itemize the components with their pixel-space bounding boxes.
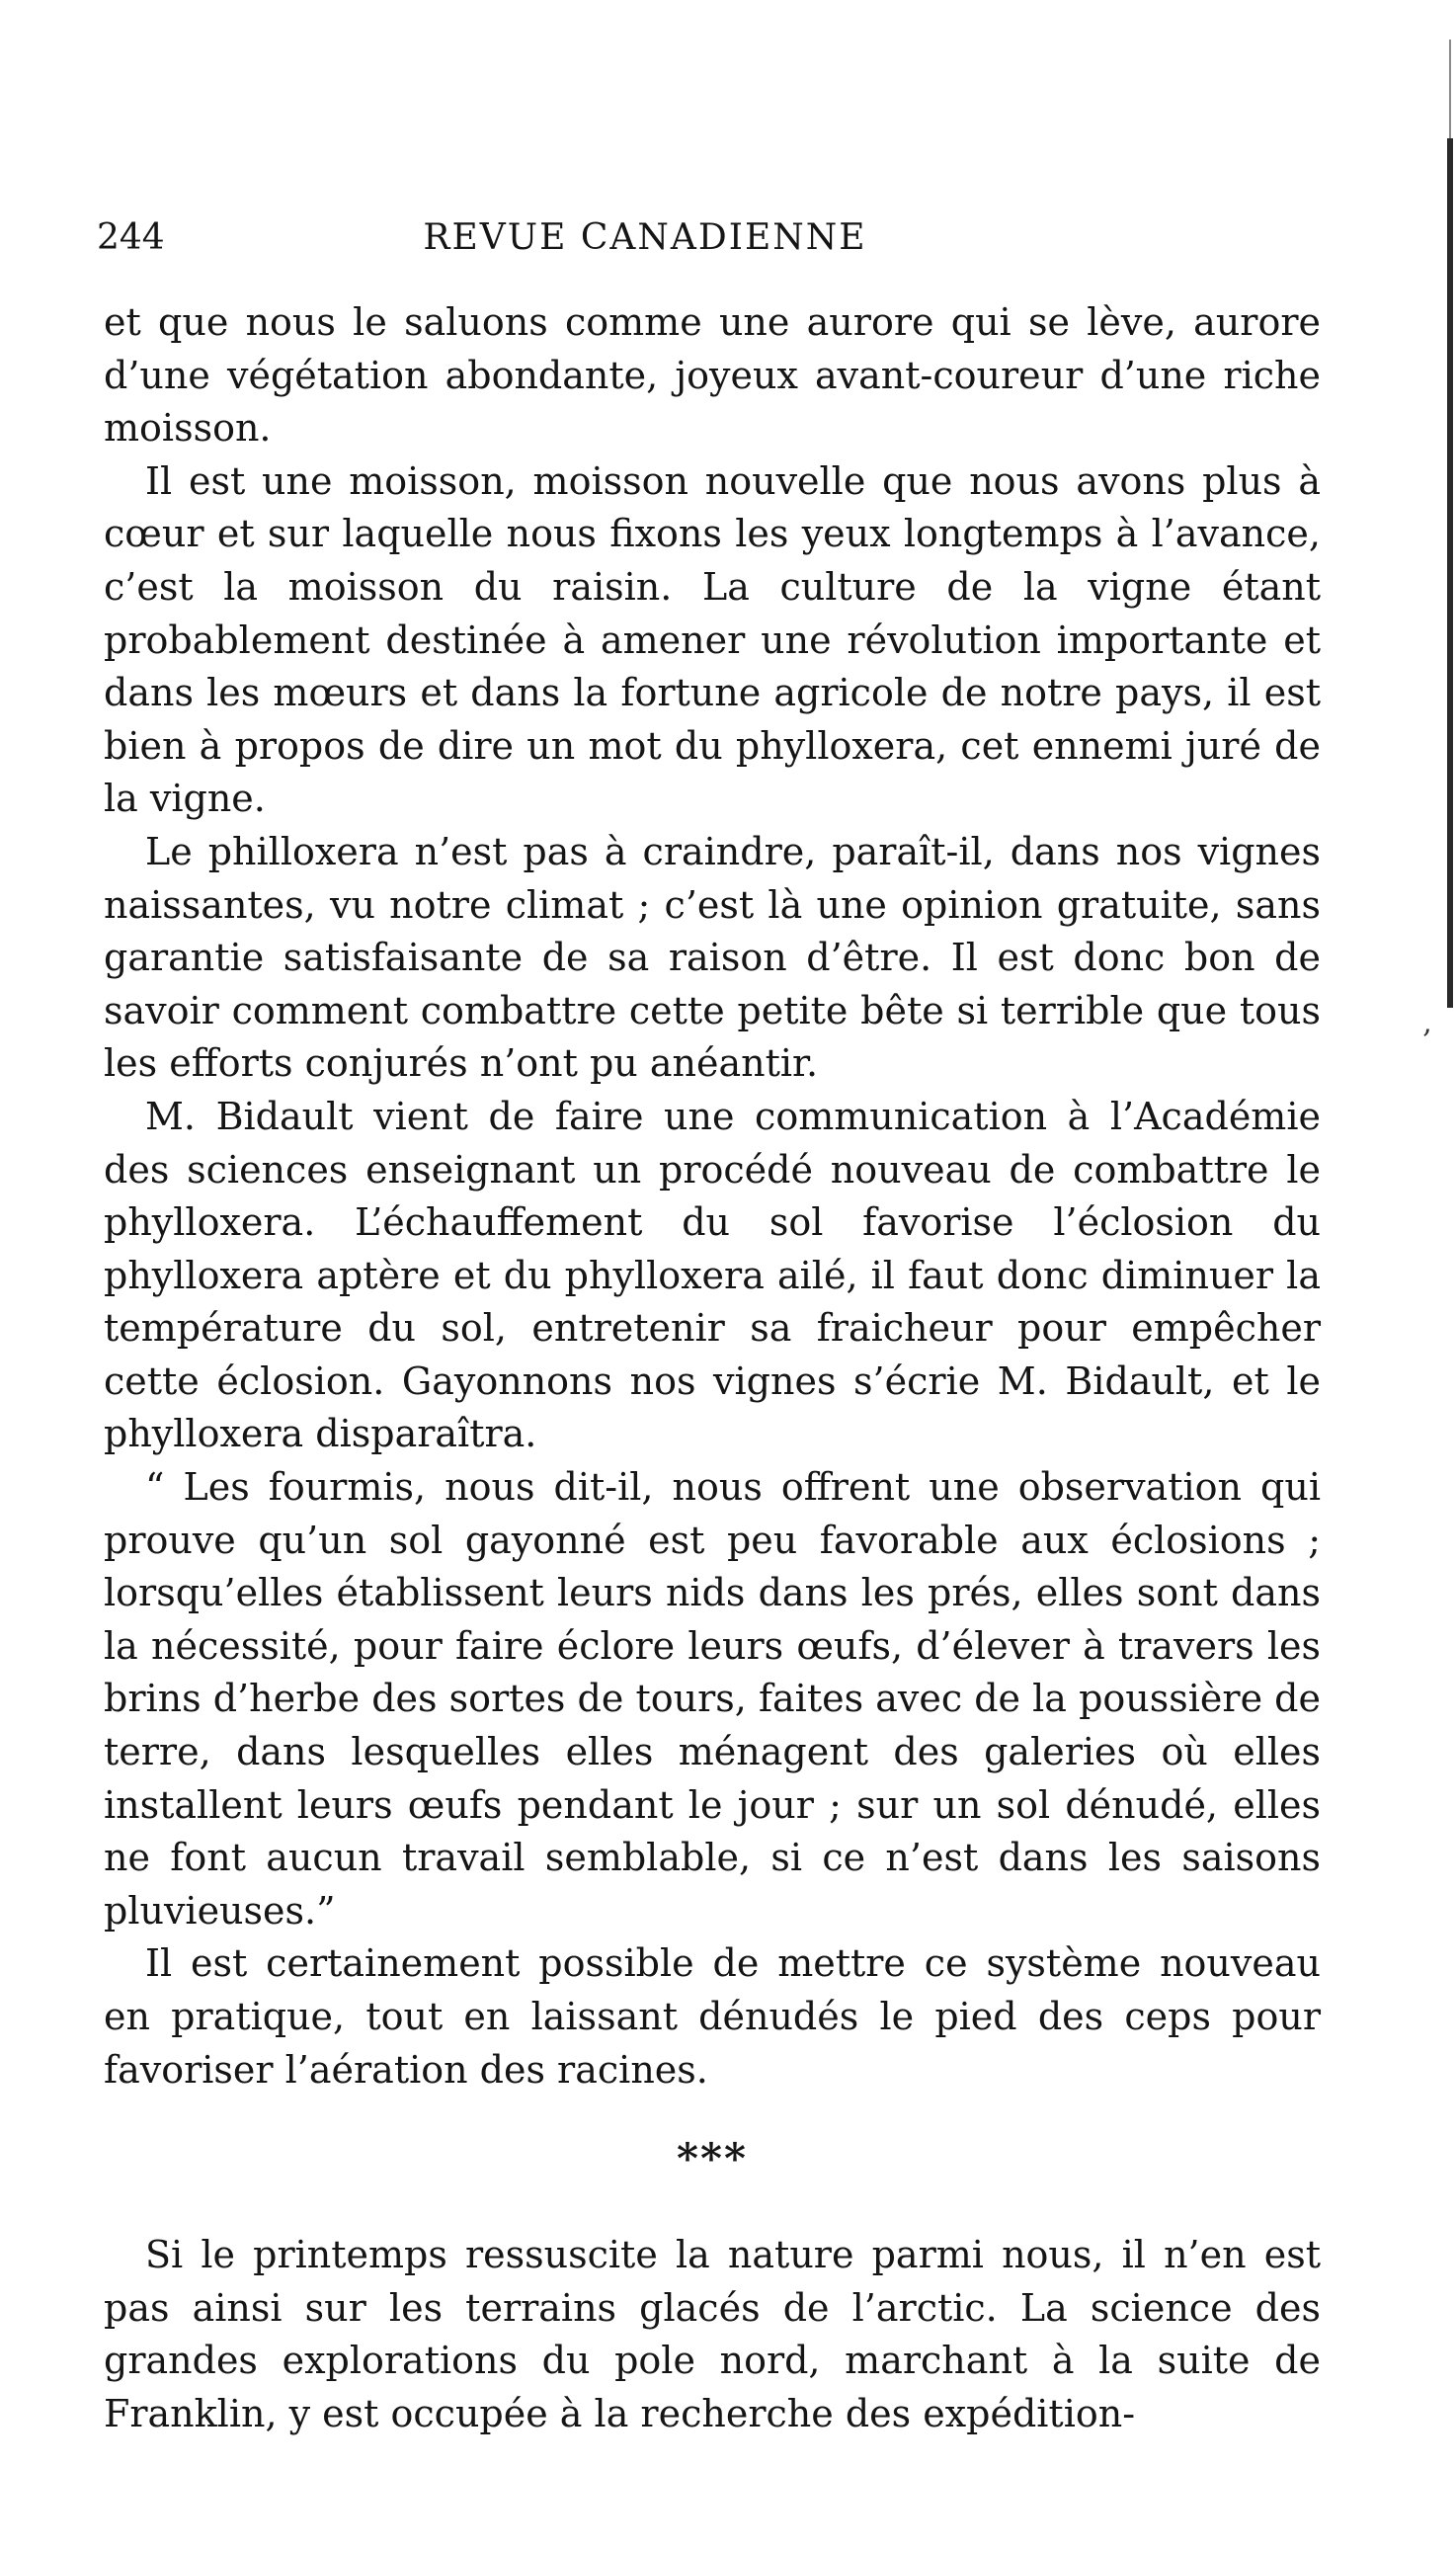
- paragraph-6: Il est certainement possible de mettre ce système nouveau en pratique, tout en laissant dénudés le pied des ceps pour favoriser l’aération des racines.: [104, 1941, 1321, 2092]
- paragraph-4: M. Bidault vient de faire une communication à l’Académie des sciences enseignant un procédé nouveau de combattre le phylloxera. L’échauffement du sol favorise l’éclosion du phylloxera aptère et du phylloxera ailé, il faut donc diminuer la température du sol, entretenir sa fraicheur pour empêcher cette éclosion. Gayonnons nos vignes s’écrie M. Bidault, et le phylloxera disparaîtra.: [104, 1094, 1321, 1456]
- paragraph-1: et que nous le saluons comme une aurore qui se lève, aurore d’une végétation abondante, joyeux avant-coureur d’une riche moisson.: [104, 300, 1321, 451]
- section-separator: [104, 2097, 1321, 2229]
- page-header: [97, 210, 1332, 266]
- paragraph-2: Il est une moisson, moisson nouvelle que nous avons plus à cœur et sur laquelle nous fixons les yeux longtemps à l’avance, c’est la moisson du raisin. La culture de la vigne étant probablement destinée à amener une révolution importante et dans les mœurs et dans la fortune agricole de notre pays, il est bien à propos de dire un mot du phylloxera, cet ennemi juré de la vigne.: [104, 458, 1321, 821]
- paragraph-5-quote: “ Les fourmis, nous dit-il, nous offrent une observation qui prouve qu’un sol gayonné est peu favorable aux éclosions ; lorsqu’elles établissent leurs nids dans les prés, elles sont dans la nécessité, pour faire éclore leurs œufs, d’élever à travers les brins d’herbe des sortes de tours, faites avec de la poussière de terre, dans lesquelles elles ménagent des galeries où elles installent leurs œufs pendant le jour ; sur un sol dénudé, elles ne font aucun travail semblable, si ce n’est dans les saisons pluvieuses.”: [104, 1465, 1321, 1933]
- paragraph-7: Si le printemps ressuscite la nature parmi nous, il n’en est pas ainsi sur les terrains glacés de l’arctic. La science des grandes explorations du pole nord, marchant à la suite de Franklin, y est occupée à la recherche des expédition-: [104, 2233, 1321, 2435]
- page-edge-line: [1447, 138, 1453, 1008]
- asterism-glyph: ***: [677, 2134, 748, 2183]
- paragraph-3: Le philloxera n’est pas à craindre, paraît-il, dans nos vignes naissantes, vu notre climat ; c’est là une opinion gratuite, sans garantie satisfaisante de sa raison d’être. Il est donc bon de savoir comment combattre cette petite bête si terrible que tous les efforts conjurés n’ont pu anéantir.: [104, 829, 1321, 1086]
- page-edge-shadow: [1449, 40, 1451, 138]
- page-number: 244: [97, 217, 165, 258]
- body-text: [104, 296, 1321, 2441]
- running-title: REVUE CANADIENNE: [423, 217, 867, 258]
- margin-mark: ‚: [1422, 1006, 1432, 1040]
